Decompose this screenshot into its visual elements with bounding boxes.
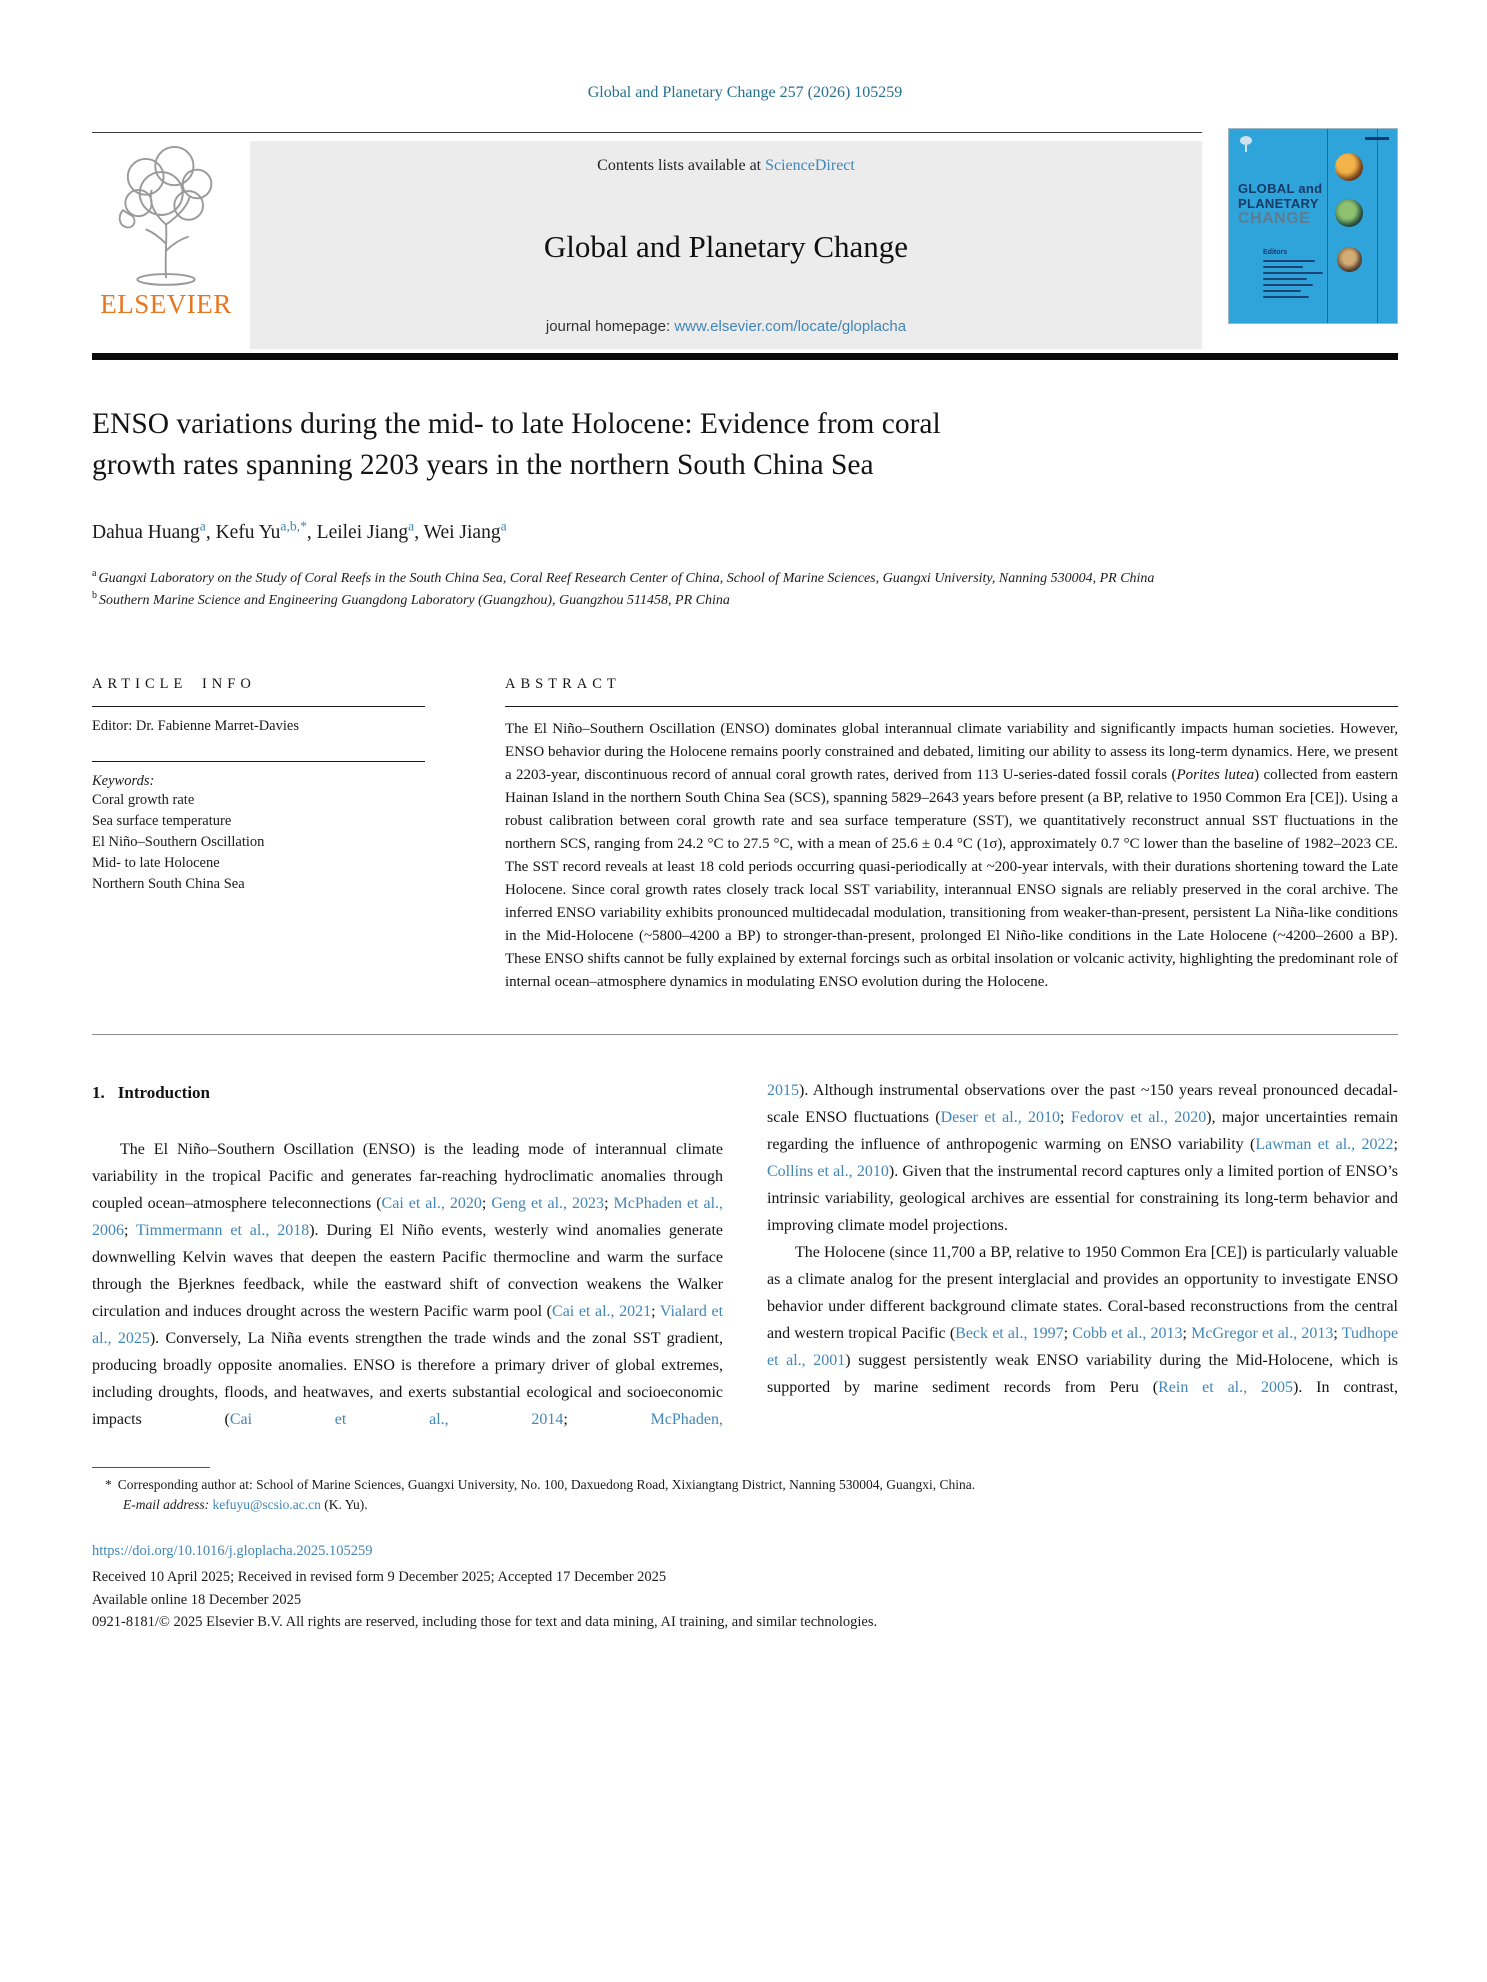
email-label: E-mail address: xyxy=(123,1497,210,1512)
journal-title: Global and Planetary Change xyxy=(543,228,909,264)
doi-link[interactable]: https://doi.org/10.1016/j.gloplacha.2025.105259 xyxy=(92,1543,373,1559)
keyword-item: Coral growth rate xyxy=(92,792,195,808)
text-segment: , Wei Jiang xyxy=(414,522,501,543)
divider xyxy=(505,706,1398,707)
body-right-column xyxy=(767,1077,1398,1433)
cover-title-line1: GLOBAL and xyxy=(1238,181,1323,196)
text-segment: ; xyxy=(1333,1325,1342,1342)
text-segment: ). Given that the instrumental record captures only a limited portion of ENSO’s intrinsic variability, geological archives are essential for constraining its long-term behavior and improving climate model projections. xyxy=(767,1163,1399,1234)
text-segment: The El Niño–Southern Oscillation (ENSO) dominates global interannual climate variability and significantly impacts human societies. However, ENSO behavior during the Holocene remains poorly constrained and debated, limiting our ability to assess its long-term dynamics. Here, we present a 2203-year, discontinuous record of annual coral growth rates, derived from 113 U-series-dated fossil corals ( xyxy=(505,721,1398,783)
text-segment: ). Conversely, La Niña events strengthen the trade winds and the zonal SST gradient, producing broadly opposite anomalies. ENSO is therefore a primary driver of global extremes, including droughts, floods, and heatwaves, and exerts substantial ecological and socioeconomic impacts ( xyxy=(92,1330,724,1428)
inline-link[interactable]: Cai et al., 2014 xyxy=(229,1411,564,1428)
available-online: Available online 18 December 2025 xyxy=(92,1591,302,1608)
affiliation-a: $^a$ Guangxi Laboratory on the Study of Coral Reefs in the South China Sea, Coral Reef Research Center of China, School of Marine Sciences, Guangxi University, Nanning 530004, PR China xyxy=(92,568,1155,586)
holocene-paragraph xyxy=(767,1239,1398,1401)
cover-title xyxy=(1238,181,1322,226)
inline-link[interactable]: Cai et al., 2021 xyxy=(552,1303,652,1320)
keywords-label: Keywords: xyxy=(92,773,155,789)
inline-link[interactable]: Lawman et al., 2022 xyxy=(1255,1136,1394,1153)
contents-line xyxy=(262,157,1190,175)
introduction-heading xyxy=(92,1079,723,1106)
text-segment: ; xyxy=(1393,1136,1398,1153)
section-divider xyxy=(92,1034,1398,1035)
affiliations xyxy=(92,568,1398,612)
inline-link[interactable]: a xyxy=(408,518,415,534)
text-segment: ). In contrast, xyxy=(1292,1379,1398,1396)
cover-fossil-icon xyxy=(1337,247,1362,272)
author-list xyxy=(92,518,1398,544)
article-info-heading: ARTICLE INFO xyxy=(92,676,256,692)
header-separator-bar xyxy=(92,353,1398,360)
cover-title-line3: CHANGE xyxy=(1238,210,1311,227)
text-segment: ) suggest persistently weak ENSO variability during the Mid-Holocene, which is supported by marine sediment records from Peru ( xyxy=(767,1352,1398,1396)
journal-banner xyxy=(250,141,1202,349)
inline-link[interactable]: Vialard et al., 2025 xyxy=(92,1303,724,1347)
cover-globe-icon xyxy=(1335,199,1363,227)
text-segment: ; xyxy=(651,1303,660,1320)
text-segment: ; xyxy=(563,1411,651,1428)
text-segment: Porites lutea xyxy=(1176,767,1255,783)
cover-divider-line xyxy=(1377,129,1378,323)
text-segment: ), major uncertainties remain regarding the influence of anthropogenic warming on ENSO variability ( xyxy=(767,1109,1399,1153)
elsevier-wordmark: ELSEVIER xyxy=(100,289,232,319)
homepage-prefix: journal homepage: xyxy=(545,318,675,335)
text-segment: The Holocene (since 11,700 a BP, relative to 1950 Common Era [CE]) is particularly valuable as a climate analog for the present interglacial and provides an opportunity to investigate ENSO behavior under different background climate states. Coral-based reconstructions from the central and western tropical Pacific ( xyxy=(767,1244,1398,1342)
affiliation-b: $^b$ Southern Marine Science and Engineering Guangdong Laboratory (Guangzhou), Guangzhou 511458, PR China xyxy=(92,590,730,608)
footnote-divider xyxy=(92,1467,210,1468)
text-segment: ; xyxy=(124,1222,137,1239)
keyword-item: Sea surface temperature xyxy=(92,813,232,829)
body-columns xyxy=(92,1077,1398,1433)
journal-header xyxy=(92,132,1398,349)
inline-link[interactable]: Beck et al., 1997 xyxy=(955,1325,1064,1342)
text-segment: ). Although instrumental observations over the past ~150 years reveal pronounced decadal-scale ENSO fluctuations ( xyxy=(767,1082,1398,1126)
inline-link[interactable]: Collins et al., 2010 xyxy=(767,1163,889,1180)
intro-paragraph-left xyxy=(92,1136,723,1433)
email-line xyxy=(92,1497,1398,1513)
inline-link[interactable]: a xyxy=(500,518,507,534)
inline-link[interactable]: 2015 xyxy=(767,1082,799,1099)
text-segment: , Leilei Jiang xyxy=(306,522,409,543)
inline-link[interactable]: Cobb et al., 2013 xyxy=(1072,1325,1183,1342)
running-head-citation: Global and Planetary Change 257 (2026) 105259 xyxy=(587,84,903,101)
received-dates: Received 10 April 2025; Received in revised form 9 December 2025; Accepted 17 December 2025 xyxy=(92,1569,667,1585)
affiliation-marker: a xyxy=(92,568,97,580)
journal-cover-thumbnail[interactable] xyxy=(1228,128,1398,324)
abstract-heading: ABSTRACT xyxy=(505,676,621,692)
cover-globe-icon xyxy=(1335,153,1363,181)
cover-divider-line xyxy=(1327,129,1328,323)
copyright-line: 0921-8181/© 2025 Elsevier B.V. All rights are reserved, including those for text and data mining, AI training, and similar technologies. xyxy=(92,1614,878,1630)
corresponding-author-note: * Corresponding author at: School of Marine Sciences, Guangxi University, No. 100, Daxuedong Road, Xixiangtang District, Nanning 530004, Guangxi, China. xyxy=(105,1477,976,1492)
intro-paragraph-right xyxy=(767,1077,1398,1239)
text-segment: ; xyxy=(604,1195,614,1212)
text-segment: ; xyxy=(481,1195,492,1212)
elsevier-tree-icon xyxy=(106,141,226,289)
inline-link[interactable]: Rein et al., 2005 xyxy=(1158,1379,1293,1396)
article-info-column xyxy=(92,676,425,994)
homepage-link[interactable]: www.elsevier.com/locate/gloplacha xyxy=(674,318,907,335)
keyword-item: Northern South China Sea xyxy=(92,876,245,892)
cover-elsevier-mark-icon xyxy=(1239,136,1253,154)
elsevier-logo xyxy=(92,141,240,349)
sciencedirect-link[interactable]: ScienceDirect xyxy=(765,157,855,174)
heading-label: Introduction xyxy=(117,1083,211,1102)
body-left-column xyxy=(92,1077,723,1433)
divider xyxy=(92,706,425,707)
inline-link[interactable]: Tudhope et al., 2001 xyxy=(767,1325,1399,1369)
affiliation-marker: b xyxy=(92,590,97,602)
cover-editors-block xyxy=(1263,249,1323,298)
text-segment: ; xyxy=(1060,1109,1071,1126)
inline-link[interactable]: Deser et al., 2010 xyxy=(940,1109,1061,1126)
inline-link[interactable]: a,b,* xyxy=(280,518,307,534)
inline-link[interactable]: Timmermann et al., 2018 xyxy=(136,1222,310,1239)
divider xyxy=(92,761,425,762)
text-segment: , Kefu Yu xyxy=(205,522,281,543)
contents-prefix: Contents lists available at xyxy=(597,157,766,174)
info-abstract-block xyxy=(92,676,1398,994)
text-segment: ; xyxy=(1182,1325,1192,1342)
keyword-item: Mid- to late Holocene xyxy=(92,855,220,871)
inline-link[interactable]: McGregor et al., 2013 xyxy=(1191,1325,1334,1342)
abstract-column xyxy=(505,676,1398,994)
homepage-line xyxy=(262,318,1190,335)
inline-link[interactable]: a xyxy=(199,518,206,534)
inline-link[interactable]: McPhaden et al., 2006 xyxy=(92,1195,724,1239)
inline-link[interactable]: Cai et al., 2020 xyxy=(381,1195,482,1212)
inline-link[interactable]: Fedorov et al., 2020 xyxy=(1070,1109,1207,1126)
text-segment: ) collected from eastern Hainan Island in the northern South China Sea (SCS), spanning 5829–2643 years before present (a BP, relative to 1950 Common Era [CE]). Using a robust calibration between coral growth rate and sea surface temperature (SST), we quantitatively reconstruct annual SST fluctuations in the northern SCS, ranging from 24.2 °C to 27.5 °C, with a mean of 25.6 ± 0.4 °C (1σ), approximately 0.7 °C lower than the baseline of 1982–2023 CE. The SST record reveals at least 18 cold periods occurring quasi-periodically at ~200-year intervals, with their durations shortening toward the Late Holocene. Since coral growth rates closely track local SST variability, interannual ENSO signals are reliably preserved in the coral archive. The inferred ENSO variability exhibits pronounced multidecadal modulation, transitioning from weaker-than-present, persistent La Niña-like conditions in the Mid-Holocene (~5800–4200 a BP) to stronger-than-present, prolonged El Niño-like conditions in the Late Holocene (~4200–2600 a BP). These ENSO shifts cannot be fully explained by external forcings such as orbital insolation or volcanic activity, highlighting the predominant role of internal ocean–atmosphere dynamics in modulating ENSO evolution during the Holocene. xyxy=(505,767,1399,990)
editor-line: Editor: Dr. Fabienne Marret-Davies xyxy=(92,718,299,734)
doi-line xyxy=(92,1543,1398,1560)
cover-title-line2: PLANETARY xyxy=(1238,196,1319,211)
cover-editors-label: Editors xyxy=(1263,249,1288,256)
heading-number: 1. xyxy=(92,1083,105,1102)
article-title: ENSO variations during the mid- to late Holocene: Evidence from coral growth rates spanning 2203 years in the northern South China Sea xyxy=(92,408,941,481)
abstract-text xyxy=(505,718,1398,994)
inline-link[interactable]: McPhaden, xyxy=(650,1411,724,1428)
text-segment: ; xyxy=(1063,1325,1073,1342)
inline-link[interactable]: Geng et al., 2023 xyxy=(491,1195,605,1212)
email-link[interactable]: kefuyu@scsio.ac.cn xyxy=(212,1497,321,1512)
keyword-item: El Niño–Southern Oscillation xyxy=(92,834,265,850)
text-segment: Dahua Huang xyxy=(92,522,200,543)
text-segment: ). During El Niño events, westerly wind anomalies generate downwelling Kelvin waves that deepen the eastern Pacific thermocline and warm the surface through the Bjerknes feedback, while the eastward shift of convection weakens the Walker circulation and induces drought across the western Pacific warm pool ( xyxy=(92,1222,723,1320)
journal-masthead xyxy=(92,132,1202,349)
text-segment: The El Niño–Southern Oscillation (ENSO) is the leading mode of interannual climate variability in the tropical Pacific and generates far-reaching hydroclimatic anomalies through coupled ocean–atmosphere teleconnections ( xyxy=(92,1141,723,1212)
footnote-star: * xyxy=(105,1477,112,1492)
email-suffix: (K. Yu). xyxy=(320,1497,368,1512)
